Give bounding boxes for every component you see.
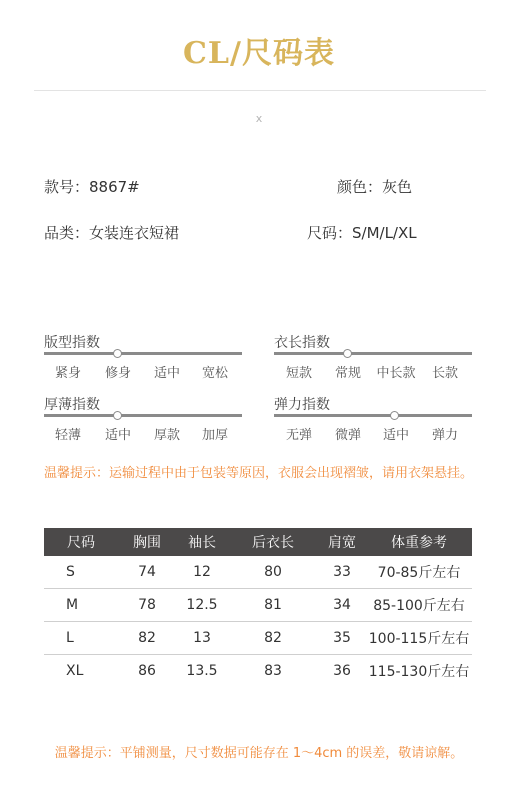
- cell-bust: 74: [118, 556, 176, 589]
- cell-sleeve: 13: [176, 622, 228, 655]
- elasticity-index-knob: [390, 411, 399, 420]
- color-info: 颜色：灰色: [337, 178, 413, 196]
- thickness-option: 适中: [104, 428, 131, 443]
- size-range-info: 尺码：S/M/L/XL: [307, 224, 417, 242]
- cell-weight: 85-100斤左右: [366, 589, 472, 622]
- cell-size: L: [44, 622, 118, 655]
- length-index-track: [274, 352, 472, 355]
- size-table-header: [44, 528, 472, 556]
- cell-sleeve: 13.5: [186, 663, 218, 679]
- cell-back-length: 81: [228, 589, 318, 622]
- thickness-index-knob: [113, 411, 122, 420]
- elasticity-option: 适中: [382, 428, 409, 443]
- table-row: [44, 622, 472, 655]
- elasticity-index-track: [274, 414, 472, 417]
- thickness-option: 轻薄: [54, 428, 81, 443]
- table-row: [44, 589, 472, 622]
- warm-tip-measurement: 温馨提示：平铺测量，尺寸数据可能存在 1～4cm 的误差，敬请谅解。: [54, 746, 464, 761]
- length-option: 长款: [431, 366, 458, 381]
- fit-option: 适中: [153, 366, 180, 381]
- style-number: 款号：8867#: [44, 178, 140, 196]
- cell-sleeve: 12: [176, 556, 228, 589]
- elasticity-index-label: 弹力指数: [274, 397, 330, 413]
- cell-bust: 86: [138, 663, 156, 679]
- warm-tip-wrinkles: 温馨提示：运输过程中由于包装等原因，衣服会出现褶皱，请用衣架悬挂。: [44, 466, 474, 481]
- cell-bust: 78: [118, 589, 176, 622]
- fit-index-knob: [113, 349, 122, 358]
- cell-size: S: [44, 556, 118, 589]
- table-row: [44, 655, 472, 688]
- header-weight: 体重参考: [366, 528, 472, 556]
- header-size: 尺码: [44, 528, 118, 556]
- cell-back-length: 83: [264, 663, 282, 679]
- cell-shoulder: 36: [333, 663, 351, 679]
- thickness-index-track: [44, 414, 242, 417]
- header-shoulder: 肩宽: [318, 528, 366, 556]
- cell-back-length: 82: [228, 622, 318, 655]
- category-info: 品类：女装连衣短裙: [44, 224, 180, 242]
- fit-index-label: 版型指数: [44, 335, 100, 351]
- cell-weight: 115-130斤左右: [368, 664, 470, 680]
- elasticity-option: 弹力: [431, 428, 458, 443]
- close-mark: x: [255, 112, 263, 125]
- thickness-index-label: 厚薄指数: [44, 397, 100, 413]
- fit-option: 紧身: [54, 366, 81, 381]
- thickness-option: 加厚: [201, 428, 228, 443]
- cell-weight: 100-115斤左右: [366, 622, 472, 655]
- elasticity-option: 微弹: [334, 428, 361, 443]
- length-index-label: 衣长指数: [274, 335, 330, 351]
- page-title: CL/尺码表: [183, 36, 335, 71]
- table-row: [44, 556, 472, 589]
- cell-sleeve: 12.5: [176, 589, 228, 622]
- length-option: 常规: [334, 366, 361, 381]
- header-back-length: 后衣长: [228, 528, 318, 556]
- cell-size: M: [44, 589, 118, 622]
- length-index-knob: [343, 349, 352, 358]
- cell-back-length: 80: [228, 556, 318, 589]
- size-table: [44, 528, 472, 687]
- cell-weight: 70-85斤左右: [366, 556, 472, 589]
- fit-option: 宽松: [201, 366, 228, 381]
- thickness-option: 厚款: [153, 428, 180, 443]
- cell-shoulder: 33: [318, 556, 366, 589]
- header-sleeve: 袖长: [176, 528, 228, 556]
- title-divider: [34, 90, 486, 91]
- length-option: 中长款: [376, 366, 416, 381]
- cell-size: XL: [66, 663, 84, 679]
- cell-shoulder: 35: [318, 622, 366, 655]
- header-bust: 胸围: [118, 528, 176, 556]
- fit-index-track: [44, 352, 242, 355]
- cell-bust: 82: [118, 622, 176, 655]
- fit-option: 修身: [104, 366, 131, 381]
- cell-shoulder: 34: [318, 589, 366, 622]
- length-option: 短款: [285, 366, 312, 381]
- elasticity-option: 无弹: [285, 428, 312, 443]
